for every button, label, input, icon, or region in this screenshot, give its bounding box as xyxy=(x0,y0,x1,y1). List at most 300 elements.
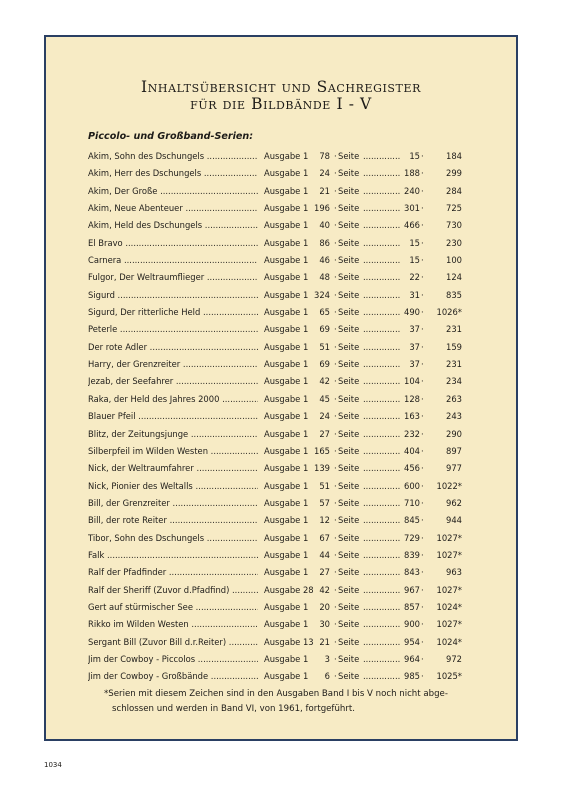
entry-ausgabe: Ausgabe 1 xyxy=(264,324,309,335)
separator-dot: · xyxy=(421,289,424,300)
table-row xyxy=(88,530,488,547)
entry-seite-label: Seite xyxy=(338,549,360,560)
separator-dot: · xyxy=(334,532,337,543)
entry-page-end: 963 xyxy=(446,567,462,578)
entry-title: Akim, Sohn des Dschungels ..... xyxy=(88,148,258,165)
entry-issue-count: 30 xyxy=(319,619,330,630)
entry-ausgabe: Ausgabe 1 xyxy=(264,549,309,560)
entry-issue-count: 48 xyxy=(319,272,330,283)
leader-dots xyxy=(363,391,401,408)
entry-title: Fulgor, Der Weltraumflieger ..... xyxy=(88,269,258,286)
separator-dot: · xyxy=(334,272,337,283)
entry-issue-count: 78 xyxy=(319,151,330,161)
separator-dot: · xyxy=(421,185,424,196)
table-row xyxy=(88,443,488,460)
entry-page-end: 1027* xyxy=(436,584,462,595)
table-row xyxy=(88,478,488,495)
entry-ausgabe: Ausgabe 13 xyxy=(264,636,314,647)
separator-dot: · xyxy=(421,203,424,214)
leader-dots xyxy=(363,426,401,443)
entry-page-start: 15 xyxy=(409,255,420,266)
entry-issue-count: 24 xyxy=(319,168,330,179)
table-row xyxy=(88,217,488,234)
separator-dot: · xyxy=(421,549,424,560)
leader-dots xyxy=(363,373,401,390)
entry-title: Ralf der Sheriff (Zuvor d.Pfadfind) ..... xyxy=(88,582,258,599)
entry-page-end: 1025* xyxy=(436,671,462,682)
separator-dot: · xyxy=(334,255,337,266)
separator-dot: · xyxy=(334,324,337,335)
entry-seite-label: Seite xyxy=(338,497,360,508)
entry-issue-count: 27 xyxy=(319,567,330,578)
table-row xyxy=(88,373,488,390)
entry-issue-count: 44 xyxy=(319,549,330,560)
leader-dots xyxy=(363,530,401,547)
separator-dot: · xyxy=(334,584,337,595)
leader-dots xyxy=(363,304,401,321)
entry-issue-count: 24 xyxy=(319,411,330,422)
table-row xyxy=(88,408,488,425)
entry-seite-label: Seite xyxy=(338,480,360,491)
separator-dot: · xyxy=(334,185,337,196)
entry-seite-label: Seite xyxy=(338,515,360,526)
separator-dot: · xyxy=(334,445,337,456)
separator-dot: · xyxy=(334,220,337,231)
separator-dot: · xyxy=(421,255,424,266)
entry-page-start: 163 xyxy=(404,411,420,422)
table-row xyxy=(88,287,488,304)
entry-title: Nick, Pionier des Weltalls ..... xyxy=(88,478,258,495)
separator-dot: · xyxy=(421,619,424,630)
separator-dot: · xyxy=(421,237,424,248)
entry-title: Sigurd ..... xyxy=(88,287,258,304)
entry-page-start: 456 xyxy=(404,463,420,474)
separator-dot: · xyxy=(334,671,337,682)
footnote-line-1: *Serien mit diesem Zeichen sind in den Ausgaben Band I bis V noch nicht abge- xyxy=(104,689,448,699)
entry-page-end: 234 xyxy=(446,376,462,387)
entry-seite-label: Seite xyxy=(338,532,360,543)
entry-title: Jim der Cowboy - Großbände ..... xyxy=(88,668,258,685)
separator-dot: · xyxy=(421,445,424,456)
separator-dot: · xyxy=(334,653,337,664)
entry-title: Blauer Pfeil ..... xyxy=(88,408,258,425)
entry-seite-label: Seite xyxy=(338,411,360,422)
table-row xyxy=(88,148,488,165)
entry-ausgabe: Ausgabe 1 xyxy=(264,567,309,578)
separator-dot: · xyxy=(334,515,337,526)
entry-ausgabe: Ausgabe 1 xyxy=(264,428,309,439)
entry-page-end: 231 xyxy=(446,359,462,370)
entry-page-start: 37 xyxy=(409,341,420,352)
document-page xyxy=(44,35,518,741)
leader-dots xyxy=(363,460,401,477)
entry-issue-count: 324 xyxy=(314,289,330,300)
entry-page-start: 964 xyxy=(404,653,420,664)
table-row xyxy=(88,582,488,599)
entry-ausgabe: Ausgabe 1 xyxy=(264,237,309,248)
entry-page-start: 15 xyxy=(409,151,420,161)
separator-dot: · xyxy=(421,393,424,404)
separator-dot: · xyxy=(334,549,337,560)
table-row xyxy=(88,391,488,408)
entry-page-start: 900 xyxy=(404,619,420,630)
leader-dots xyxy=(363,183,401,200)
entry-seite-label: Seite xyxy=(338,428,360,439)
entry-title: Akim, Held des Dschungels ..... xyxy=(88,217,258,234)
entry-seite-label: Seite xyxy=(338,653,360,664)
entry-page-end: 184 xyxy=(446,151,462,161)
entry-page-end: 897 xyxy=(446,445,462,456)
table-row xyxy=(88,460,488,477)
separator-dot: · xyxy=(421,532,424,543)
entry-page-start: 954 xyxy=(404,636,420,647)
entry-ausgabe: Ausgabe 1 xyxy=(264,185,309,196)
leader-dots xyxy=(363,356,401,373)
entry-page-start: 301 xyxy=(404,203,420,214)
separator-dot: · xyxy=(334,601,337,612)
separator-dot: · xyxy=(334,237,337,248)
entry-ausgabe: Ausgabe 1 xyxy=(264,411,309,422)
separator-dot: · xyxy=(421,636,424,647)
entry-title: Akim, Der Große ..... xyxy=(88,183,258,200)
leader-dots xyxy=(363,408,401,425)
entry-issue-count: 27 xyxy=(319,428,330,439)
entry-ausgabe: Ausgabe 1 xyxy=(264,480,309,491)
separator-dot: · xyxy=(421,151,424,161)
entry-seite-label: Seite xyxy=(338,272,360,283)
separator-dot: · xyxy=(421,671,424,682)
leader-dots xyxy=(363,443,401,460)
table-row xyxy=(88,426,488,443)
entry-page-start: 232 xyxy=(404,428,420,439)
entry-seite-label: Seite xyxy=(338,220,360,231)
entry-title: Bill, der Grenzreiter ..... xyxy=(88,495,258,512)
entry-seite-label: Seite xyxy=(338,619,360,630)
entry-seite-label: Seite xyxy=(338,151,360,161)
leader-dots xyxy=(363,634,401,651)
entry-issue-count: 65 xyxy=(319,307,330,318)
entry-page-end: 1024* xyxy=(436,636,462,647)
entry-page-end: 944 xyxy=(446,515,462,526)
footnote xyxy=(104,687,514,717)
table-row xyxy=(88,356,488,373)
entry-title: Bill, der rote Reiter ..... xyxy=(88,512,258,529)
entry-title: Nick, der Weltraumfahrer ..... xyxy=(88,460,258,477)
entry-seite-label: Seite xyxy=(338,376,360,387)
entry-page-end: 1027* xyxy=(436,532,462,543)
entry-page-start: 22 xyxy=(409,272,420,283)
separator-dot: · xyxy=(421,497,424,508)
entry-issue-count: 57 xyxy=(319,497,330,508)
entry-issue-count: 42 xyxy=(319,584,330,595)
entry-page-end: 284 xyxy=(446,185,462,196)
entry-issue-count: 45 xyxy=(319,393,330,404)
entry-seite-label: Seite xyxy=(338,671,360,682)
entry-page-end: 1026* xyxy=(436,307,462,318)
entry-seite-label: Seite xyxy=(338,289,360,300)
entry-page-start: 37 xyxy=(409,324,420,335)
table-row xyxy=(88,651,488,668)
entry-page-end: 1027* xyxy=(436,619,462,630)
entry-seite-label: Seite xyxy=(338,255,360,266)
entry-seite-label: Seite xyxy=(338,463,360,474)
table-row xyxy=(88,183,488,200)
leader-dots xyxy=(363,269,401,286)
entry-page-end: 962 xyxy=(446,497,462,508)
entry-issue-count: 196 xyxy=(314,203,330,214)
separator-dot: · xyxy=(334,307,337,318)
entry-issue-count: 12 xyxy=(319,515,330,526)
separator-dot: · xyxy=(421,341,424,352)
entry-seite-label: Seite xyxy=(338,237,360,248)
separator-dot: · xyxy=(421,653,424,664)
entry-title: Akim, Neue Abenteuer ..... xyxy=(88,200,258,217)
separator-dot: · xyxy=(421,601,424,612)
entry-issue-count: 165 xyxy=(314,445,330,456)
separator-dot: · xyxy=(334,376,337,387)
entry-seite-label: Seite xyxy=(338,168,360,179)
entry-page-start: 600 xyxy=(404,480,420,491)
leader-dots xyxy=(363,148,401,165)
entry-seite-label: Seite xyxy=(338,324,360,335)
entry-seite-label: Seite xyxy=(338,341,360,352)
separator-dot: · xyxy=(421,411,424,422)
separator-dot: · xyxy=(334,619,337,630)
entry-ausgabe: Ausgabe 1 xyxy=(264,203,309,214)
entry-page-start: 845 xyxy=(404,515,420,526)
entry-page-start: 490 xyxy=(404,307,420,318)
entry-title: Peterle ..... xyxy=(88,321,258,338)
separator-dot: · xyxy=(421,324,424,335)
page-number: 1034 xyxy=(44,761,62,769)
entry-ausgabe: Ausgabe 1 xyxy=(264,601,309,612)
entry-issue-count: 67 xyxy=(319,532,330,543)
entry-ausgabe: Ausgabe 1 xyxy=(264,151,309,161)
entry-page-start: 37 xyxy=(409,359,420,370)
entry-seite-label: Seite xyxy=(338,203,360,214)
index-table xyxy=(88,148,488,686)
table-row xyxy=(88,564,488,581)
leader-dots xyxy=(363,651,401,668)
separator-dot: · xyxy=(421,359,424,370)
table-row xyxy=(88,321,488,338)
entry-page-end: 977 xyxy=(446,463,462,474)
entry-title: Blitz, der Zeitungsjunge ..... xyxy=(88,426,258,443)
separator-dot: · xyxy=(421,272,424,283)
leader-dots xyxy=(363,668,401,685)
leader-dots xyxy=(363,235,401,252)
entry-ausgabe: Ausgabe 1 xyxy=(264,255,309,266)
leader-dots xyxy=(363,339,401,356)
table-row xyxy=(88,616,488,633)
entry-issue-count: 69 xyxy=(319,359,330,370)
entry-page-start: 843 xyxy=(404,567,420,578)
separator-dot: · xyxy=(334,497,337,508)
entry-page-end: 159 xyxy=(446,341,462,352)
entry-ausgabe: Ausgabe 1 xyxy=(264,220,309,231)
table-row xyxy=(88,668,488,685)
entry-issue-count: 6 xyxy=(324,671,330,682)
leader-dots xyxy=(363,564,401,581)
entry-page-start: 967 xyxy=(404,584,420,595)
separator-dot: · xyxy=(421,428,424,439)
separator-dot: · xyxy=(421,220,424,231)
leader-dots xyxy=(363,165,401,182)
entry-seite-label: Seite xyxy=(338,393,360,404)
separator-dot: · xyxy=(421,307,424,318)
entry-page-end: 730 xyxy=(446,220,462,231)
entry-title: Akim, Herr des Dschungels ..... xyxy=(88,165,258,182)
entry-issue-count: 21 xyxy=(319,185,330,196)
entry-page-start: 729 xyxy=(404,532,420,543)
separator-dot: · xyxy=(421,515,424,526)
table-row xyxy=(88,269,488,286)
entry-ausgabe: Ausgabe 1 xyxy=(264,671,309,682)
table-row xyxy=(88,512,488,529)
leader-dots xyxy=(363,478,401,495)
entry-page-start: 466 xyxy=(404,220,420,231)
leader-dots xyxy=(363,495,401,512)
footnote-line-2: schlossen und werden in Band VI, von 1961, fortgeführt. xyxy=(112,704,355,714)
leader-dots xyxy=(363,200,401,217)
separator-dot: · xyxy=(421,480,424,491)
leader-dots xyxy=(363,599,401,616)
entry-page-start: 15 xyxy=(409,237,420,248)
leader-dots xyxy=(363,547,401,564)
entry-title: Der rote Adler ..... xyxy=(88,339,258,356)
separator-dot: · xyxy=(334,393,337,404)
entry-page-end: 835 xyxy=(446,289,462,300)
entry-seite-label: Seite xyxy=(338,584,360,595)
entry-ausgabe: Ausgabe 1 xyxy=(264,359,309,370)
entry-issue-count: 20 xyxy=(319,601,330,612)
entry-issue-count: 86 xyxy=(319,237,330,248)
entry-title: Raka, der Held des Jahres 2000 ..... xyxy=(88,391,258,408)
leader-dots xyxy=(363,616,401,633)
entry-ausgabe: Ausgabe 1 xyxy=(264,307,309,318)
separator-dot: · xyxy=(421,376,424,387)
entry-seite-label: Seite xyxy=(338,359,360,370)
entry-title: Silberpfeil im Wilden Westen ..... xyxy=(88,443,258,460)
entry-title: Rikko im Wilden Westen ..... xyxy=(88,616,258,633)
entry-title: Carnera ..... xyxy=(88,252,258,269)
separator-dot: · xyxy=(334,411,337,422)
entry-seite-label: Seite xyxy=(338,636,360,647)
entry-ausgabe: Ausgabe 1 xyxy=(264,463,309,474)
separator-dot: · xyxy=(421,567,424,578)
entry-page-end: 972 xyxy=(446,653,462,664)
entry-issue-count: 42 xyxy=(319,376,330,387)
entry-seite-label: Seite xyxy=(338,307,360,318)
separator-dot: · xyxy=(334,203,337,214)
table-row xyxy=(88,200,488,217)
table-row xyxy=(88,165,488,182)
entry-title: Gert auf stürmischer See ..... xyxy=(88,599,258,616)
entry-page-end: 725 xyxy=(446,203,462,214)
entry-issue-count: 69 xyxy=(319,324,330,335)
entry-issue-count: 40 xyxy=(319,220,330,231)
entry-issue-count: 46 xyxy=(319,255,330,266)
entry-page-start: 31 xyxy=(409,289,420,300)
entry-ausgabe: Ausgabe 1 xyxy=(264,497,309,508)
page-title-line-1: Inhaltsübersicht und Sachregister xyxy=(140,78,422,96)
entry-ausgabe: Ausgabe 1 xyxy=(264,168,309,179)
entry-seite-label: Seite xyxy=(338,445,360,456)
entry-title: Jim der Cowboy - Piccolos ..... xyxy=(88,651,258,668)
entry-title: Falk ..... xyxy=(88,547,258,564)
entry-page-end: 1022* xyxy=(436,480,462,491)
entry-title: Harry, der Grenzreiter ..... xyxy=(88,356,258,373)
table-row xyxy=(88,235,488,252)
page-title-line-2: für die Bildbände I - V xyxy=(190,95,372,113)
entry-page-end: 124 xyxy=(446,272,462,283)
entry-title: Tibor, Sohn des Dschungels ..... xyxy=(88,530,258,547)
entry-ausgabe: Ausgabe 1 xyxy=(264,393,309,404)
table-row xyxy=(88,252,488,269)
entry-page-end: 263 xyxy=(446,393,462,404)
table-row xyxy=(88,495,488,512)
entry-ausgabe: Ausgabe 1 xyxy=(264,445,309,456)
separator-dot: · xyxy=(334,341,337,352)
entry-seite-label: Seite xyxy=(338,567,360,578)
separator-dot: · xyxy=(334,168,337,179)
leader-dots xyxy=(363,217,401,234)
entry-page-start: 240 xyxy=(404,185,420,196)
separator-dot: · xyxy=(421,168,424,179)
entry-issue-count: 3 xyxy=(324,653,330,664)
leader-dots xyxy=(363,321,401,338)
entry-page-start: 985 xyxy=(404,671,420,682)
entry-page-end: 231 xyxy=(446,324,462,335)
entry-page-start: 104 xyxy=(404,376,420,387)
entry-title: El Bravo ..... xyxy=(88,235,258,252)
separator-dot: · xyxy=(334,463,337,474)
entry-page-start: 128 xyxy=(404,393,420,404)
entry-page-start: 839 xyxy=(404,549,420,560)
entry-title: Ralf der Pfadfinder ..... xyxy=(88,564,258,581)
entry-issue-count: 51 xyxy=(319,341,330,352)
table-row xyxy=(88,634,488,651)
leader-dots xyxy=(363,582,401,599)
separator-dot: · xyxy=(421,463,424,474)
entry-issue-count: 51 xyxy=(319,480,330,491)
leader-dots xyxy=(363,287,401,304)
entry-seite-label: Seite xyxy=(338,185,360,196)
entry-ausgabe: Ausgabe 1 xyxy=(264,341,309,352)
separator-dot: · xyxy=(334,359,337,370)
table-row xyxy=(88,339,488,356)
entry-page-start: 710 xyxy=(404,497,420,508)
entry-page-start: 188 xyxy=(404,168,420,179)
separator-dot: · xyxy=(421,584,424,595)
entry-page-start: 857 xyxy=(404,601,420,612)
entry-page-end: 1027* xyxy=(436,549,462,560)
separator-dot: · xyxy=(334,428,337,439)
entry-title: Sergant Bill (Zuvor Bill d.r.Reiter) ..... xyxy=(88,634,258,651)
leader-dots xyxy=(363,512,401,529)
entry-ausgabe: Ausgabe 1 xyxy=(264,653,309,664)
separator-dot: · xyxy=(334,567,337,578)
entry-ausgabe: Ausgabe 1 xyxy=(264,515,309,526)
entry-ausgabe: Ausgabe 28 xyxy=(264,584,314,595)
entry-page-end: 230 xyxy=(446,237,462,248)
entry-seite-label: Seite xyxy=(338,601,360,612)
entry-issue-count: 21 xyxy=(319,636,330,647)
entry-page-start: 404 xyxy=(404,445,420,456)
entry-page-end: 100 xyxy=(446,255,462,266)
separator-dot: · xyxy=(334,480,337,491)
entry-ausgabe: Ausgabe 1 xyxy=(264,376,309,387)
